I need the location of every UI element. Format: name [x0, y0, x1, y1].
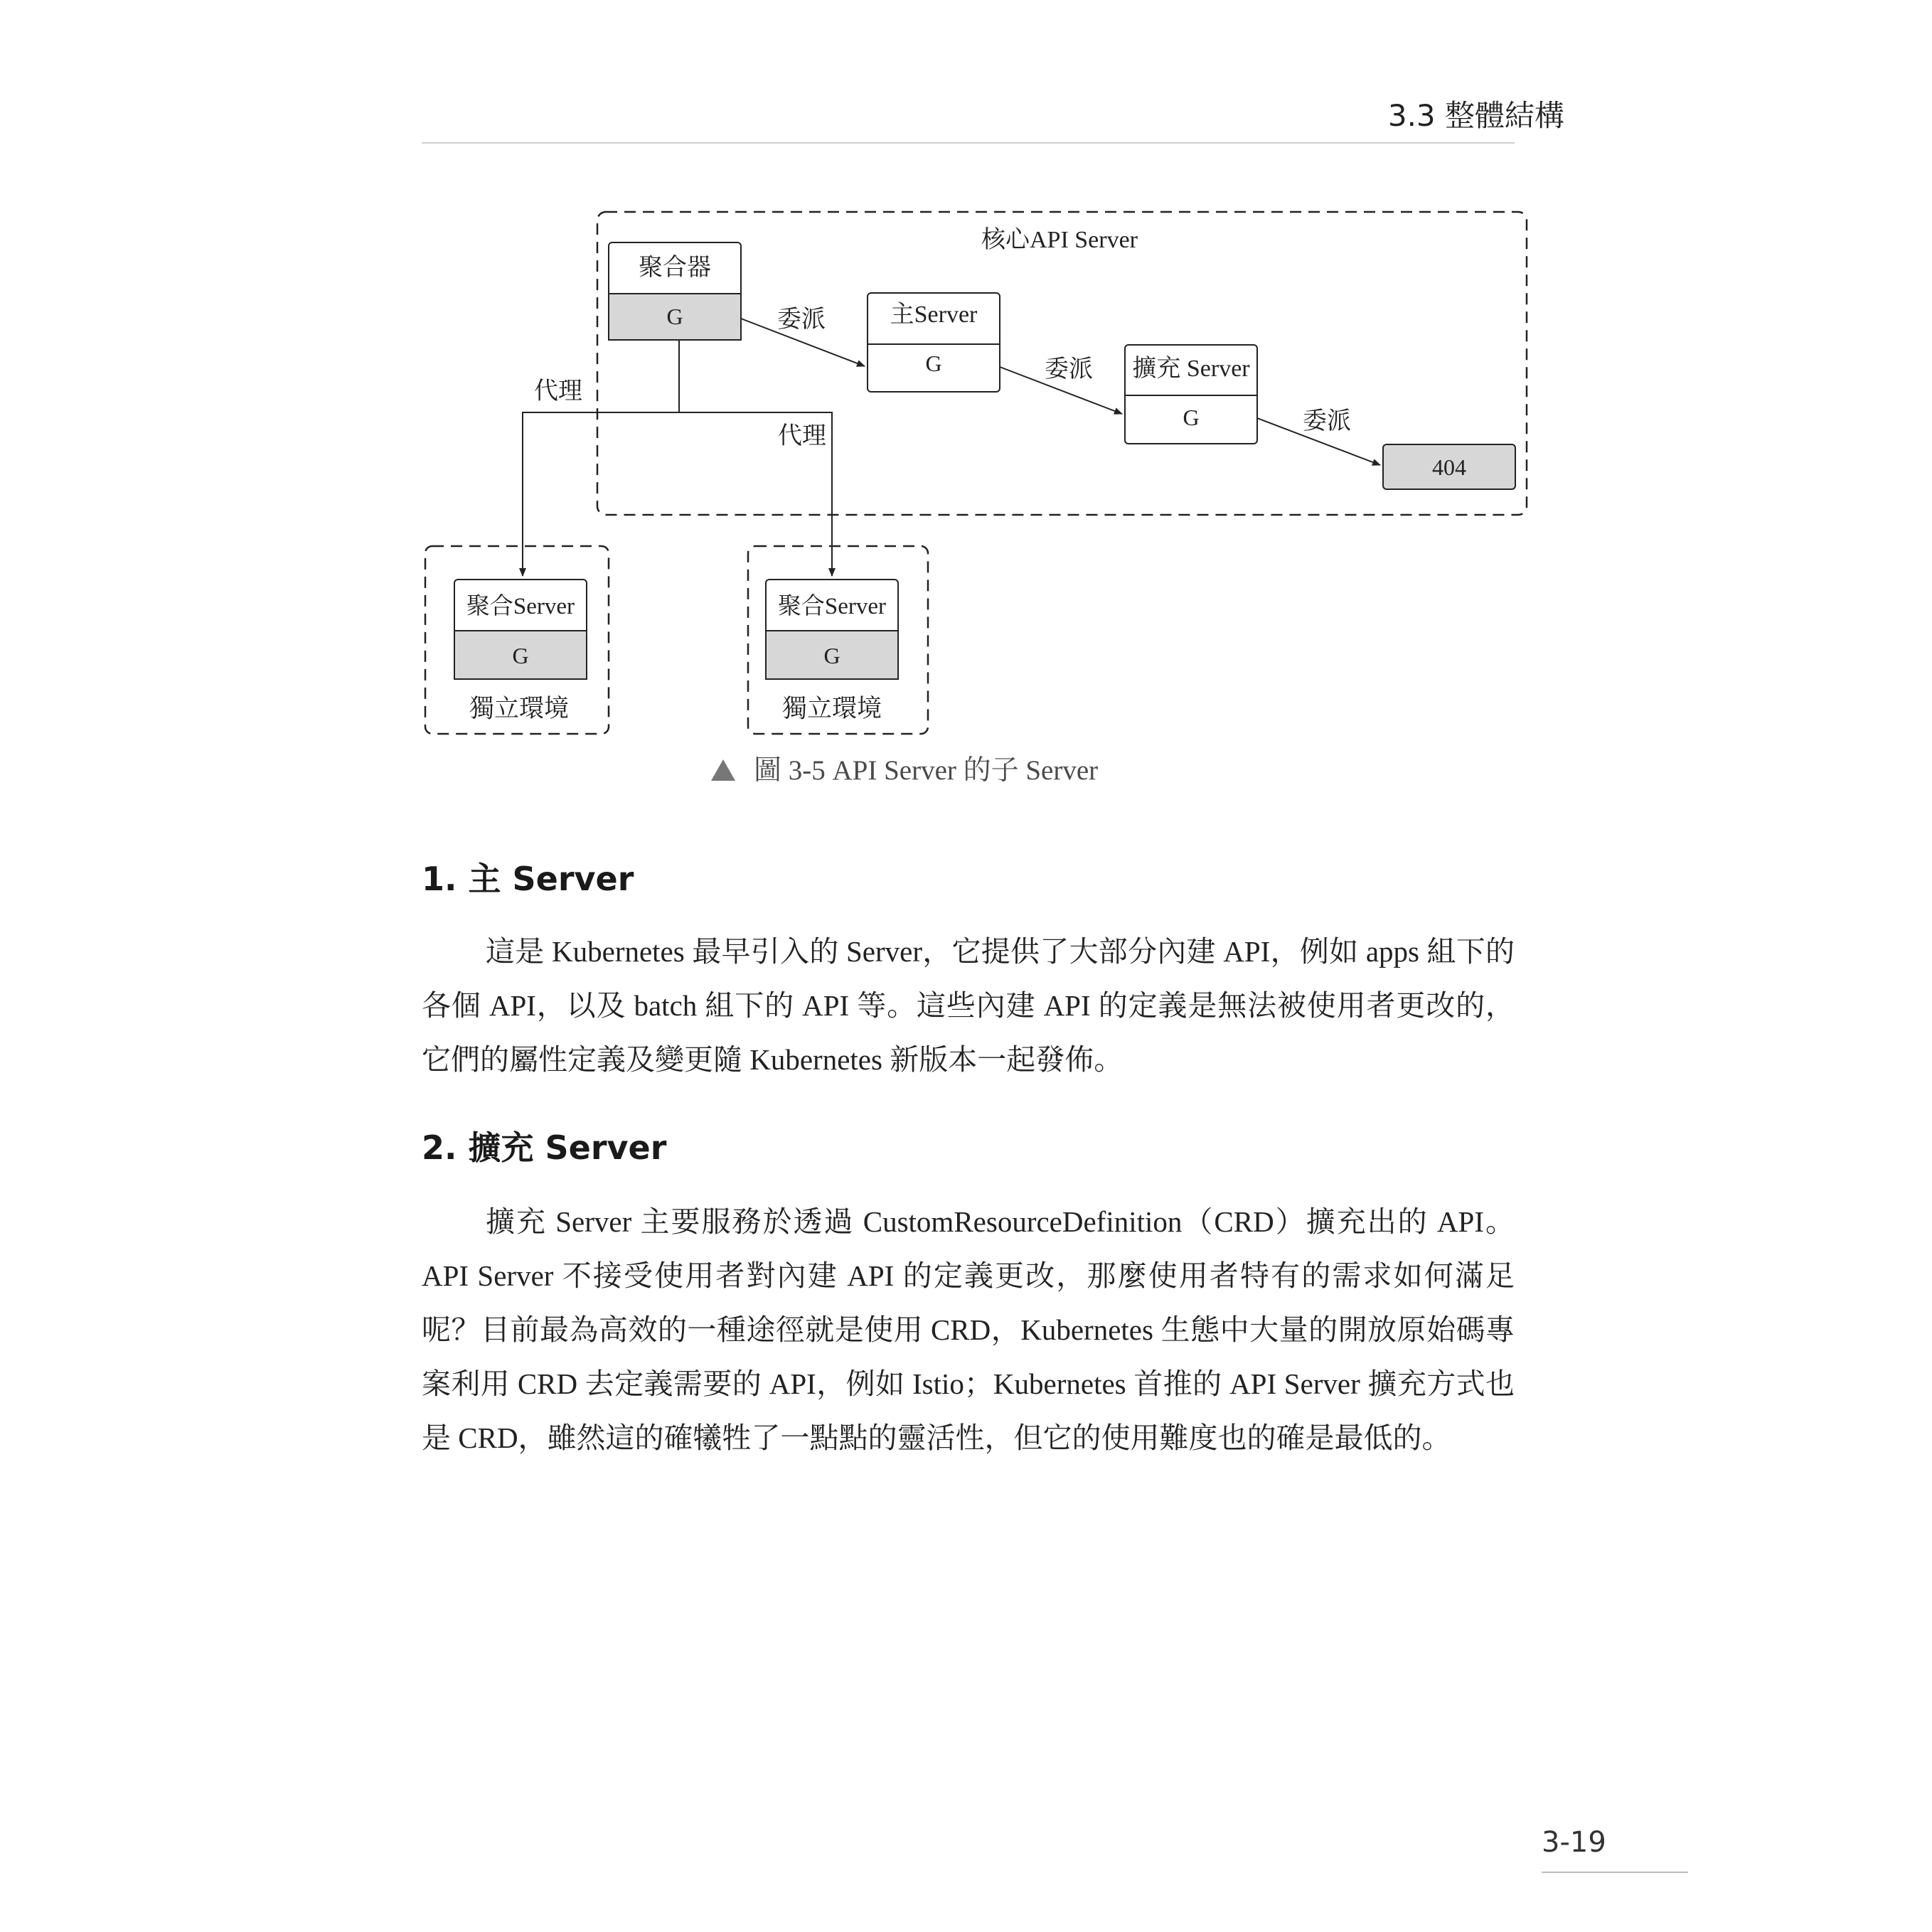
- aggregated-server-g-left: G: [512, 643, 529, 668]
- delegate-label-3: 委派: [1303, 408, 1351, 434]
- aggregated-server-box-right: [766, 580, 898, 679]
- footer-rule: [1542, 1872, 1688, 1873]
- aggregator-box: [609, 242, 741, 340]
- triangle-icon: [711, 759, 735, 781]
- independent-env-label-left: 獨立環境: [469, 695, 570, 722]
- section-2-heading: 2. 擴充 Server: [422, 1128, 667, 1167]
- extension-server-title: 擴充 Server: [1132, 356, 1250, 382]
- aggregator-g: G: [666, 304, 683, 329]
- page-number: 3-19: [1542, 1826, 1606, 1859]
- figure-caption: [711, 748, 1280, 788]
- section-1-heading: 1. 主 Server: [422, 860, 634, 898]
- main-server-box: [868, 293, 1000, 392]
- api-server-diagram: [0, 0, 1932, 782]
- extension-server-box: [1125, 345, 1257, 444]
- extension-server-g: G: [1183, 405, 1200, 430]
- not-found-label: 404: [1432, 454, 1466, 480]
- main-server-g: G: [925, 351, 942, 376]
- section-2-body: 擴充 Server 主要服務於透過 CustomResourceDefinition（CRD）擴充出的 API。API Server 不接受使用者對內建 API 的定義更改，那麼使用者特有的需求如何滿足呢？目前最為高效的一種途徑就是使用 CRD，Kubernetes 生態中大量的開放原始碼專案利用 CRD 去定義需要的 API，例如 Istio；Kubernetes 首推的 API Server 擴充方式也是 CRD，雖然這的確犧牲了一點點的靈活性，但它的使用難度也的確是最低的。: [422, 1205, 1515, 1454]
- delegate-label-1: 委派: [777, 306, 826, 333]
- aggregated-server-box-left: [454, 580, 587, 679]
- section-1-body: 這是 Kubernetes 最早引入的 Server，它提供了大部分內建 API，例如 apps 組下的各個 API，以及 batch 組下的 API 等。這些內建 API 的定義是無法被使用者更改的，它們的屬性定義及變更隨 Kubernetes 新版本一起發佈。: [422, 935, 1515, 1076]
- core-api-server-label: 核心API Server: [981, 227, 1138, 253]
- not-found-box: [1383, 444, 1515, 489]
- aggregated-server-g-right: G: [823, 643, 840, 668]
- proxy-label-1: 代理: [534, 378, 582, 405]
- proxy-connector: [523, 340, 679, 576]
- running-header-title: 3.3 整體結構: [1387, 98, 1564, 133]
- independent-env-label-right: 獨立環境: [781, 695, 882, 722]
- figure-caption-text: 圖 3-5 API Server 的子 Server: [754, 755, 1099, 786]
- proxy-label-2: 代理: [778, 423, 826, 449]
- aggregated-server-title-right: 聚合Server: [777, 594, 887, 619]
- aggregator-title: 聚合器: [639, 255, 711, 281]
- aggregated-server-title-left: 聚合Server: [466, 594, 575, 619]
- main-server-title: 主Server: [890, 301, 978, 328]
- delegate-label-2: 委派: [1045, 356, 1093, 383]
